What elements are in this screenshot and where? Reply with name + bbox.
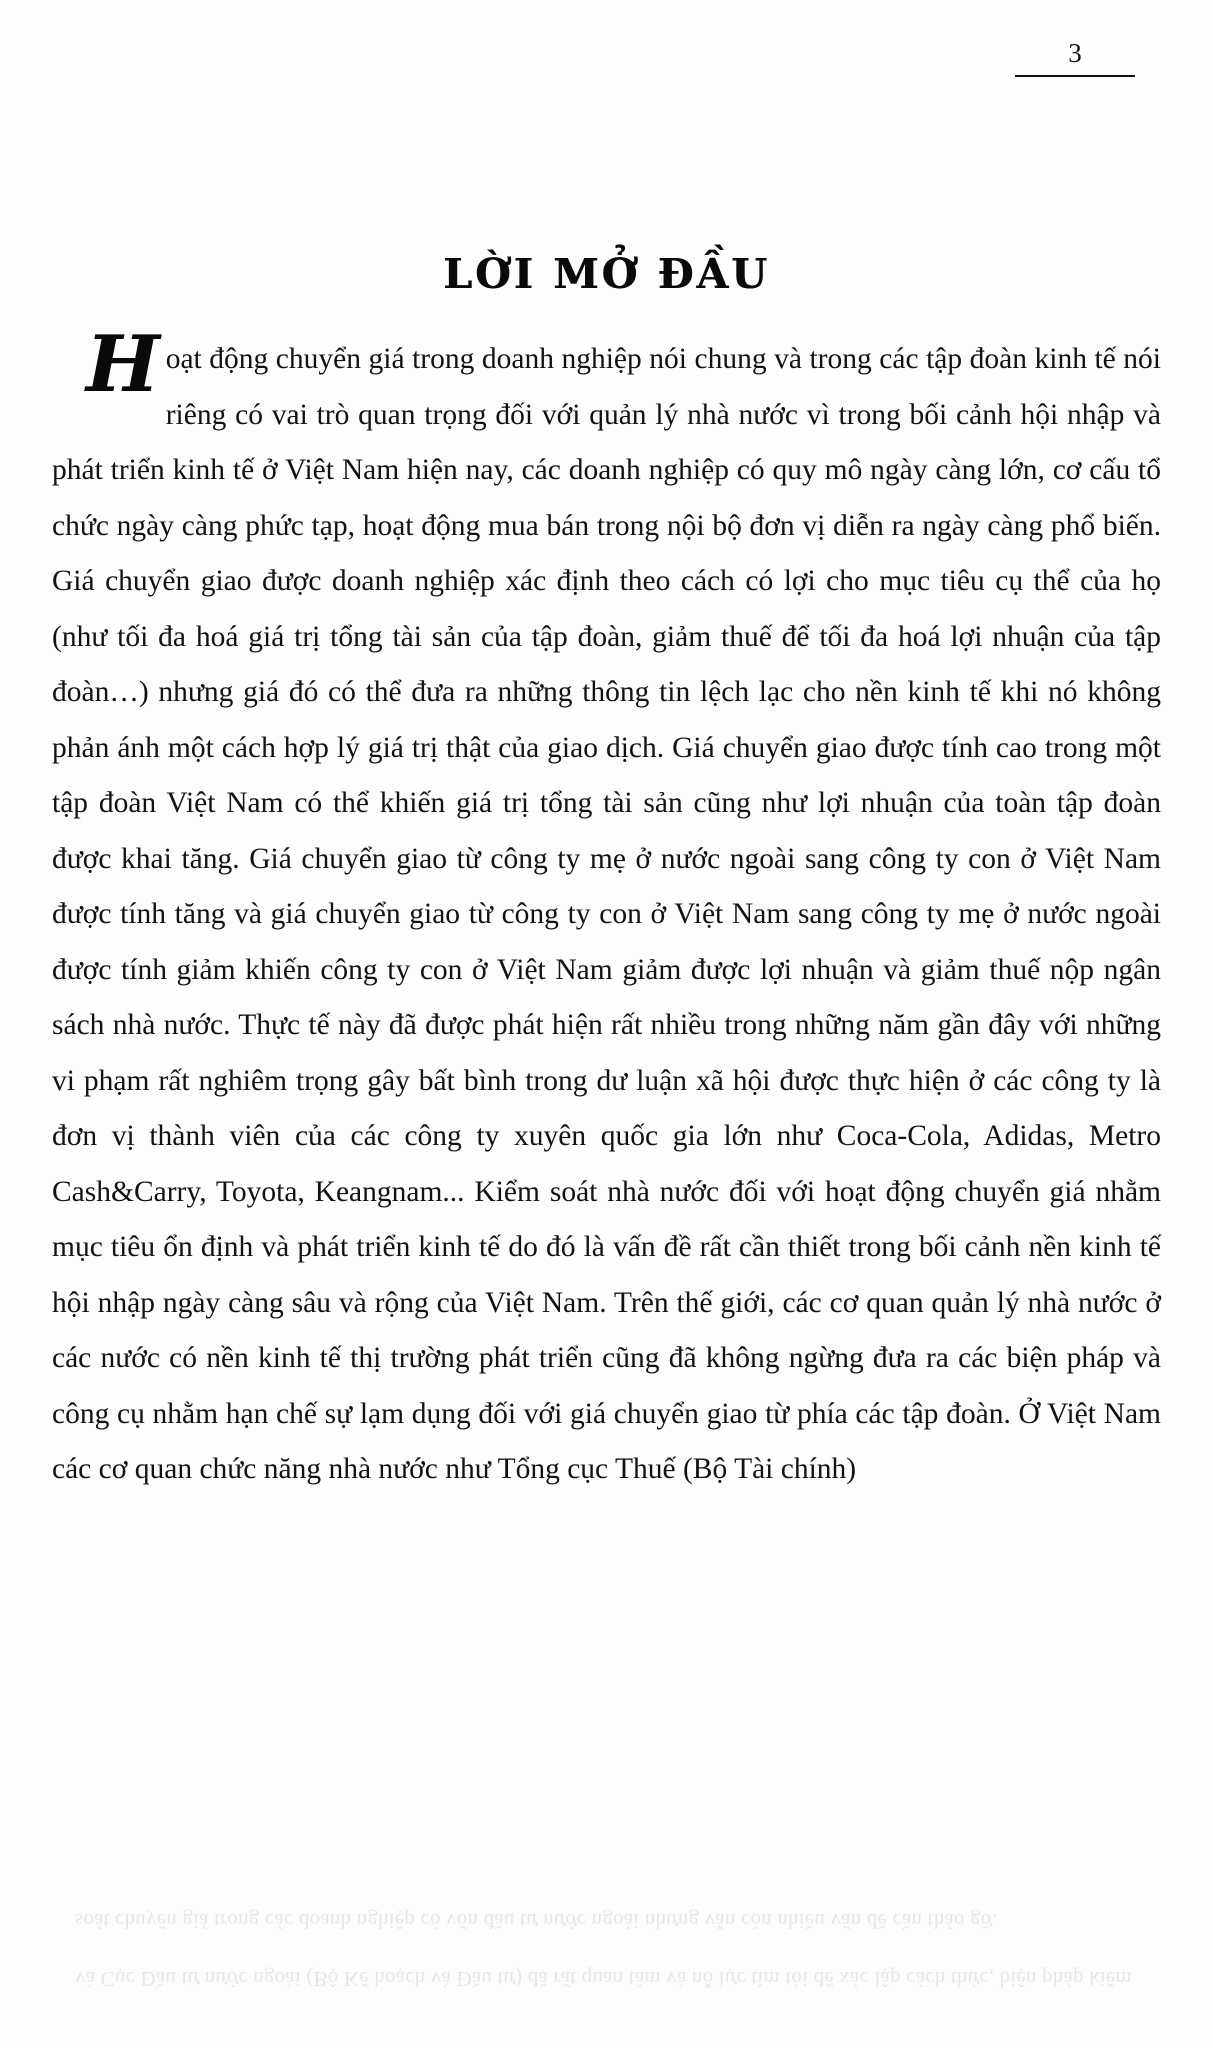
body-paragraph — [52, 319, 1161, 1498]
body-text: oạt động chuyển giá trong doanh nghiệp nói chung và trong các tập đoàn kinh tế nói riêng có vai trò quan trọng đối với quản lý nhà nước vì trong bối cảnh hội nhập và phát triển kinh tế ở Việt Nam hiện nay, các doanh nghiệp có quy mô ngày càng lớn, cơ cấu tổ chức ngày càng phức tạp, hoạt động mua bán trong nội bộ đơn vị diễn ra ngày càng phổ biến. Giá chuyển giao được doanh nghiệp xác định theo cách có lợi cho mục tiêu cụ thể của họ (như tối đa hoá giá trị tổng tài sản của tập đoàn, giảm thuế để tối đa hoá lợi nhuận của tập đoàn…) nhưng giá đó có thể đưa ra những thông tin lệch lạc cho nền kinh tế khi nó không phản ánh một cách hợp lý giá trị thật của giao dịch. Giá chuyển giao được tính cao trong một tập đoàn Việt Nam có thể khiến giá trị tổng tài sản cũng như lợi nhuận của toàn tập đoàn được khai tăng. Giá chuyển giao từ công ty mẹ ở nước ngoài sang công ty con ở Việt Nam được tính tăng và giá chuyển giao từ công ty con ở Việt Nam sang công ty mẹ ở nước ngoài được tính giảm khiến công ty con ở Việt Nam giảm được lợi nhuận và giảm thuế nộp ngân sách nhà nước. Thực tế này đã được phát hiện rất nhiều trong những năm gần đây với những vi phạm rất nghiêm trọng gây bất bình trong dư luận xã hội được thực hiện ở các công ty là đơn vị thành viên của các công ty xuyên quốc gia lớn như Coca-Cola, Adidas, Metro Cash&Carry, Toyota, Keangnam... Kiểm soát nhà nước đối với hoạt động chuyển giá nhằm mục tiêu ổn định và phát triển kinh tế do đó là vấn đề rất cần thiết trong bối cảnh nền kinh tế hội nhập ngày càng sâu và rộng của Việt Nam. Trên thế giới, các cơ quan quản lý nhà nước ở các nước có nền kinh tế thị trường phát triển cũng đã không ngừng đưa ra các biện pháp và công cụ nhằm hạn chế sự lạm dụng đối với giá chuyển giao từ phía các tập đoàn. Ở Việt Nam các cơ quan chức năng nhà nước như Tổng cục Thuế (Bộ Tài chính) — [52, 343, 1161, 1485]
page-number-value: 3 — [1068, 38, 1082, 68]
page-title: LỜI MỞ ĐẦU — [443, 250, 770, 298]
drop-cap: H — [86, 319, 160, 410]
